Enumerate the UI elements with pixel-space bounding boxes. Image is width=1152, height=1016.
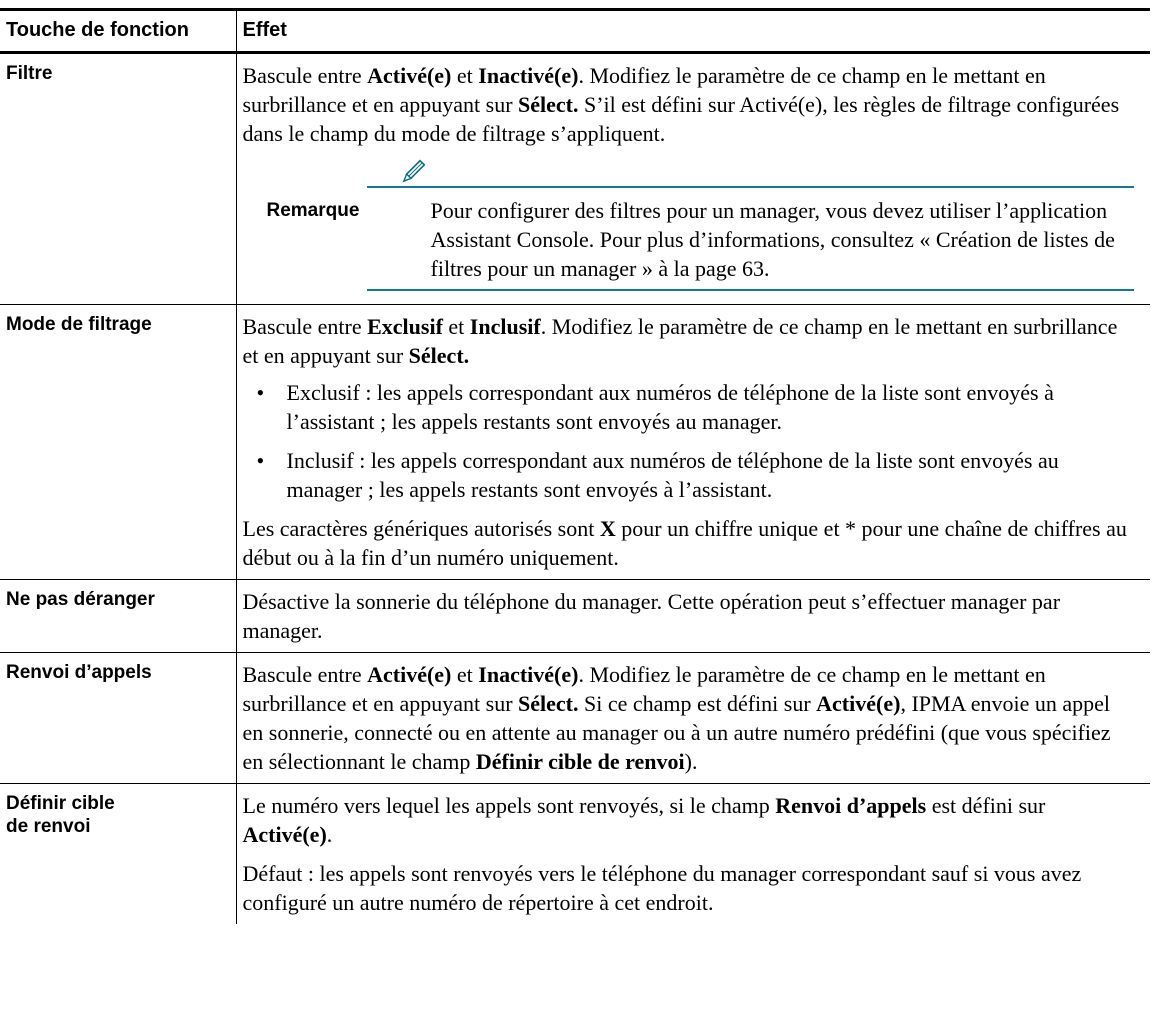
note-block (243, 158, 1137, 291)
effect-cell (236, 784, 1150, 925)
softkey-name: Renvoi d’appels (0, 653, 236, 784)
effect-paragraph: Bascule entre Activé(e) et Inactivé(e). Modifiez le paramètre de ce champ en le mettant en surbrillance et en appuyant sur Sélect. S’il est défini sur Activé(e), les règles de filtrage configurées dans le champ du mode de filtrage s’appliquent. (242, 63, 1120, 146)
effect-cell (236, 53, 1150, 305)
list-item: • Inclusif : les appels correspondant aux numéros de téléphone de la liste sont envoyés au manager ; les appels restants sont envoyés à l’assistant. (243, 446, 1137, 504)
note-text: Pour configurer des filtres pour un manager, vous devez utiliser l’application Assistant Console. Pour plus d’informations, consultez « Création de listes de filtres pour un manager » à la page 63. (430, 198, 1115, 281)
bullet-list (243, 378, 1137, 504)
default-paragraph: Défaut : les appels sont renvoyés vers le téléphone du manager correspondant sauf si vous avez configuré un autre numéro de répertoire à cet endroit. (242, 861, 1082, 915)
softkey-table (0, 8, 1150, 924)
list-item: • Exclusif : les appels correspondant aux numéros de téléphone de la liste sont envoyés à l’assistant ; les appels restants sont envoyés au manager. (243, 378, 1137, 436)
softkey-name: Mode de filtrage (0, 305, 236, 580)
table-row (0, 305, 1150, 580)
table-row (0, 784, 1150, 925)
effect-paragraph: Bascule entre Exclusif et Inclusif. Modifiez le paramètre de ce champ en le mettant en surbrillance et en appuyant sur Sélect. (242, 314, 1118, 368)
effect-cell (236, 653, 1150, 784)
softkey-name: Ne pas déranger (0, 580, 236, 653)
effect-cell (236, 580, 1150, 653)
table-row (0, 580, 1150, 653)
pencil-icon (399, 158, 427, 186)
column-header-effect: Effet (242, 19, 287, 41)
effect-paragraph: Bascule entre Activé(e) et Inactivé(e). Modifiez le paramètre de ce champ en le mettant en surbrillance et en appuyant sur Sélect. Si ce champ est défini sur Activé(e), IPMA envoie un appel en sonnerie, connecté ou en attente au manager ou à un autre numéro prédéfini (que vous spécifiez en sélectionnant le champ Définir cible de renvoi). (242, 662, 1111, 774)
column-header-softkey: Touche de fonction (0, 10, 236, 53)
softkey-name: Filtre (0, 53, 236, 305)
note-label: Remarque (266, 200, 360, 221)
effect-paragraph: Le numéro vers lequel les appels sont renvoyés, si le champ Renvoi d’appels est défini sur Activé(e). (242, 793, 1046, 847)
effect-paragraph: Désactive la sonnerie du téléphone du manager. Cette opération peut s’effectuer manager par manager. (242, 589, 1061, 643)
effect-cell (236, 305, 1150, 580)
wildcard-paragraph: Les caractères génériques autorisés sont X pour un chiffre unique et * pour une chaîne de chiffres au début ou à la fin d’un numéro uniquement. (242, 516, 1127, 570)
softkey-name: Définir cible de renvoi (0, 784, 236, 925)
table-row (0, 653, 1150, 784)
table-header-row (0, 10, 1150, 53)
table-row (0, 53, 1150, 305)
